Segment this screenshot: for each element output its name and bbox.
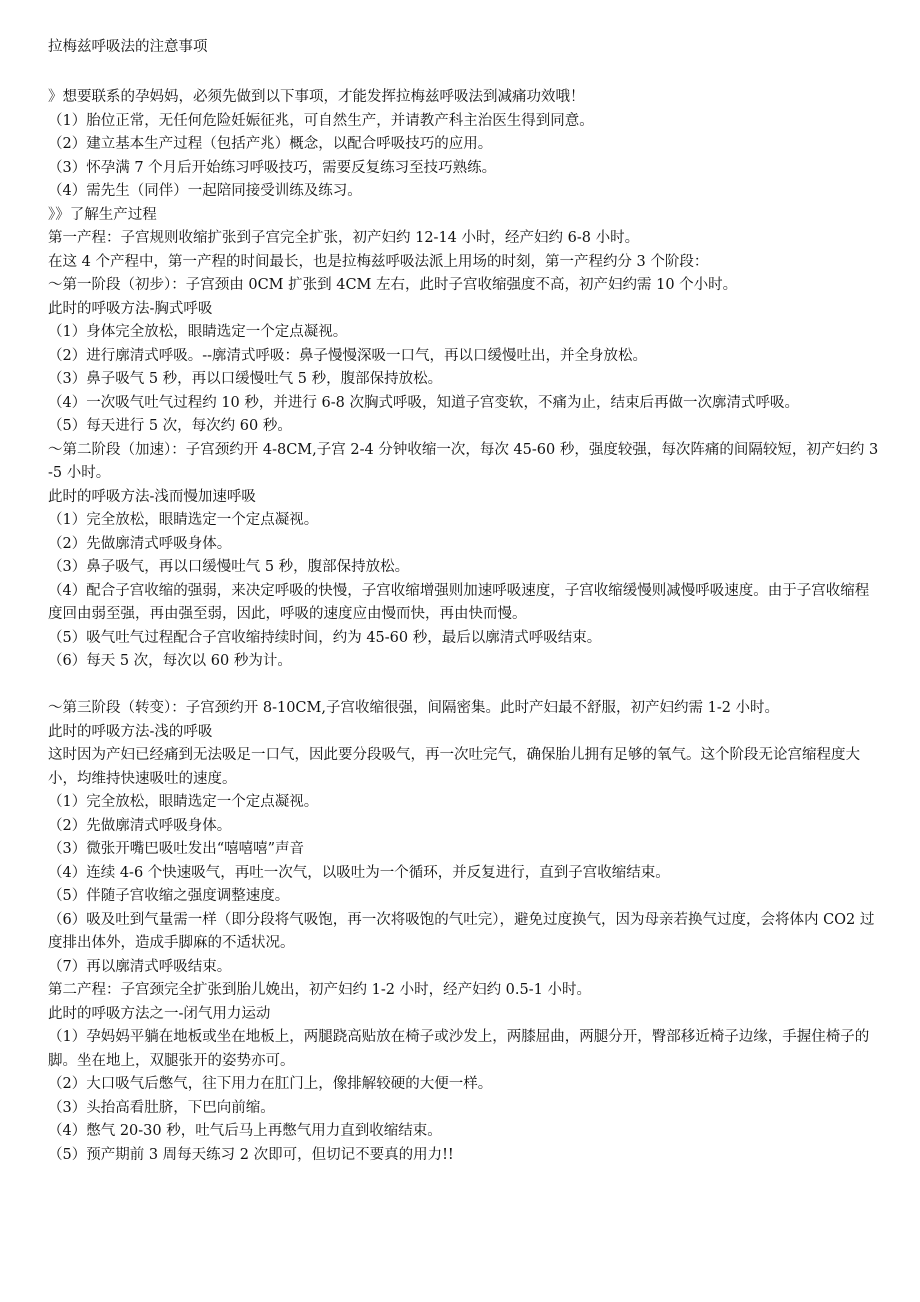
paragraph-line: （1）孕妈妈平躺在地板或坐在地板上，两腿跷高贴放在椅子或沙发上，两膝屈曲，两腿分开，臀部移近椅子边缘，手握住椅子的脚。坐在地上，双腿张开的姿势亦可。 bbox=[48, 1029, 870, 1069]
paragraph-line: 第一产程：子宫规则收缩扩张到子宫完全扩张，初产妇约 12-14 小时，经产妇约 6-8 小时。 bbox=[48, 230, 640, 246]
document-body bbox=[48, 86, 880, 1167]
paragraph-line: 此时的呼吸方法-浅的呼吸 bbox=[48, 723, 213, 740]
paragraph-line: （4）憋气 20-30 秒，吐气后马上再憋气用力直到收缩结束。 bbox=[48, 1123, 442, 1139]
paragraph-line: （3）微张开嘴巴吸吐发出“嘻嘻嘻”声音 bbox=[48, 841, 305, 857]
paragraph-line: （2）建立基本生产过程（包括产兆）概念，以配合呼吸技巧的应用。 bbox=[48, 136, 493, 152]
paragraph-line: 这时因为产妇已经痛到无法吸足一口气，因此要分段吸气，再一次吐完气，确保胎儿拥有足够的氧气。这个阶段无论宫缩程度大小，均维持快速吸吐的速度。 bbox=[48, 747, 860, 787]
paragraph-line: ～第二阶段（加速）：子宫颈约开 4-8CM,子宫 2-4 分钟收缩一次，每次 45-60 秒，强度较强，每次阵痛的间隔较短，初产妇约 3-5 小时。 bbox=[48, 441, 879, 481]
paragraph-line: 此时的呼吸方法-浅而慢加速呼吸 bbox=[48, 488, 256, 505]
paragraph-line: ～第三阶段（转变）：子宫颈约开 8-10CM,子宫收缩很强，间隔密集。此时产妇最不舒服，初产妇约需 1-2 小时。 bbox=[48, 700, 780, 716]
paragraph-line: （3）鼻子吸气，再以口缓慢吐气 5 秒，腹部保持放松。 bbox=[48, 559, 410, 575]
paragraph-line: （5）预产期前 3 周每天练习 2 次即可，但切记不要真的用力!! bbox=[48, 1146, 454, 1163]
paragraph-line: 第二产程：子宫颈完全扩张到胎儿娩出，初产妇约 1-2 小时，经产妇约 0.5-1 小时。 bbox=[48, 982, 591, 998]
paragraph-line: ～第一阶段（初步）：子宫颈由 0CM 扩张到 4CM 左右，此时子宫收缩强度不高，初产妇约需 10 个小时。 bbox=[48, 277, 738, 293]
paragraph-line: （6）吸及吐到气量需一样（即分段将气吸饱，再一次将吸饱的气吐完），避免过度换气，因为母亲若换气过度，会将体内 CO2 过度排出体外，造成手脚麻的不适状况。 bbox=[48, 911, 875, 951]
paragraph-line: （2）先做廓清式呼吸身体。 bbox=[48, 817, 232, 834]
paragraph-line: 此时的呼吸方法-胸式呼吸 bbox=[48, 300, 213, 317]
paragraph-line: （6）每天 5 次，每次以 60 秒为计。 bbox=[48, 653, 292, 669]
paragraph-line: （3）头抬高看肚脐，下巴向前缩。 bbox=[48, 1099, 275, 1116]
paragraph-line: （2）先做廓清式呼吸身体。 bbox=[48, 535, 232, 552]
paragraph-line: （1）完全放松，眼睛选定一个定点凝视。 bbox=[48, 794, 319, 810]
paragraph-line: （1）身体完全放松，眼睛选定一个定点凝视。 bbox=[48, 324, 348, 340]
paragraph-line: （1）完全放松，眼睛选定一个定点凝视。 bbox=[48, 512, 319, 528]
blank-line bbox=[48, 674, 880, 698]
paragraph-line: （5）伴随子宫收缩之强度调整速度。 bbox=[48, 888, 290, 904]
paragraph-line: 》》了解生产过程 bbox=[48, 206, 157, 223]
paragraph-line: 此时的呼吸方法之一-闭气用力运动 bbox=[48, 1005, 271, 1022]
paragraph-line: （1）胎位正常，无任何危险妊娠征兆，可自然生产，并请教产科主治医生得到同意。 bbox=[48, 112, 594, 129]
paragraph-line: （4）连续 4-6 个快速吸气，再吐一次气，以吸吐为一个循环，并反复进行，直到子宫收缩结束。 bbox=[48, 864, 670, 881]
paragraph-line: （4）需先生（同伴）一起陪同接受训练及练习。 bbox=[48, 183, 362, 199]
paragraph-line: （4）一次吸气吐气过程约 10 秒，并进行 6-8 次胸式呼吸，知道子宫变软，不痛为止，结束后再做一次廓清式呼吸。 bbox=[48, 394, 799, 411]
document-title: 拉梅兹呼吸法的注意事项 bbox=[48, 39, 208, 55]
paragraph-line: （3）鼻子吸气 5 秒，再以口缓慢吐气 5 秒，腹部保持放松。 bbox=[48, 371, 443, 387]
paragraph-line: （4）配合子宫收缩的强弱，来决定呼吸的快慢，子宫收缩增强则加速呼吸速度，子宫收缩缓慢则减慢呼吸速度。由于子宫收缩程度回由弱至强，再由强至弱，因此，呼吸的速度应由慢而快，再由快而慢。 bbox=[48, 582, 870, 622]
paragraph-line: （2）大口吸气后憋气，往下用力在肛门上，像排解较硬的大便一样。 bbox=[48, 1076, 493, 1092]
paragraph-line: （5）吸气吐气过程配合子宫收缩持续时间，约为 45-60 秒，最后以廓清式呼吸结束。 bbox=[48, 629, 602, 646]
paragraph-line: （7）再以廓清式呼吸结束。 bbox=[48, 958, 232, 975]
paragraph-line: 》想要联系的孕妈妈，必须先做到以下事项，才能发挥拉梅兹呼吸法到减痛功效哦！ bbox=[48, 89, 585, 105]
paragraph-line: 在这 4 个产程中，第一产程的时间最长，也是拉梅兹呼吸法派上用场的时刻，第一产程约分 3 个阶段： bbox=[48, 253, 709, 270]
paragraph-line: （2）进行廓清式呼吸。--廓清式呼吸：鼻子慢慢深吸一口气，再以口缓慢吐出，并全身放松。 bbox=[48, 347, 648, 364]
paragraph-line: （3）怀孕满 7 个月后开始练习呼吸技巧，需要反复练习至技巧熟练。 bbox=[48, 159, 497, 176]
paragraph-line: （5）每天进行 5 次，每次约 60 秒。 bbox=[48, 418, 292, 434]
